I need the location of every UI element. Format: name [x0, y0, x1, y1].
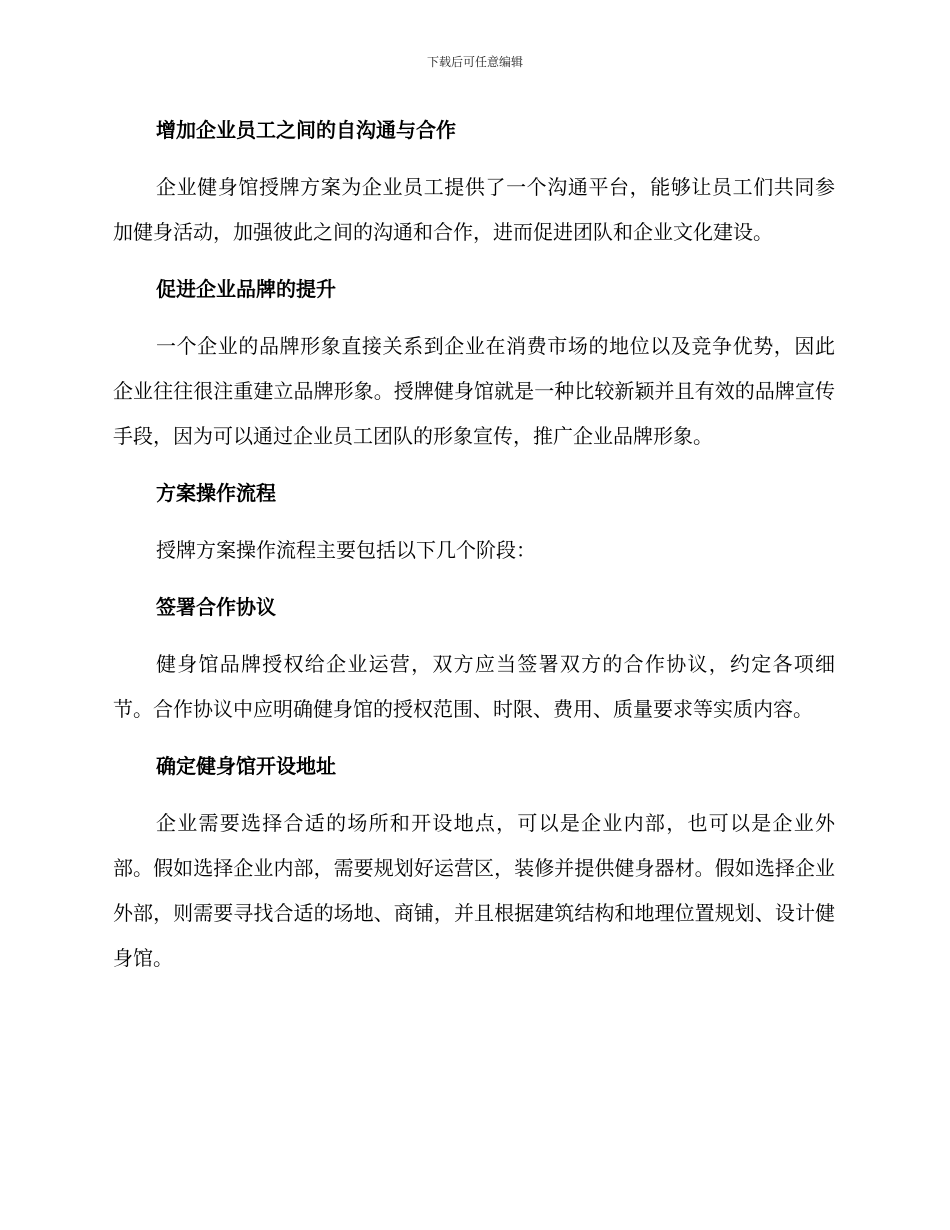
section-heading: 签署合作协议 [156, 595, 276, 619]
document-body [113, 108, 835, 993]
section-paragraph: 健身馆品牌授权给企业运营，双方应当签署双方的合作协议，约定各项细节。合作协议中应明确健身馆的授权范围、时限、费用、质量要求等实质内容。 [113, 652, 835, 721]
section-paragraph: 企业健身馆授牌方案为企业员工提供了一个沟通平台，能够让员工们共同参加健身活动，加强彼此之间的沟通和合作，进而促进团队和企业文化建设。 [113, 175, 835, 244]
section-heading: 方案操作流程 [156, 481, 276, 505]
section-heading: 增加企业员工之间的自沟通与合作 [156, 118, 456, 142]
section-heading: 促进企业品牌的提升 [156, 277, 336, 301]
section-paragraph: 授牌方案操作流程主要包括以下几个阶段： [156, 538, 536, 562]
page-header-note: 下载后可任意编辑 [426, 55, 523, 69]
section-heading: 确定健身馆开设地址 [156, 754, 336, 778]
section-paragraph: 一个企业的品牌形象直接关系到企业在消费市场的地位以及竞争优势，因此企业往往很注重建立品牌形象。授牌健身馆就是一种比较新颖并且有效的品牌宣传手段，因为可以通过企业员工团队的形象宣传，推广企业品牌形象。 [113, 334, 835, 448]
section-paragraph: 企业需要选择合适的场所和开设地点，可以是企业内部，也可以是企业外部。假如选择企业内部，需要规划好运营区，装修并提供健身器材。假如选择企业外部，则需要寻找合适的场地、商铺，并且根据建筑结构和地理位置规划、设计健身馆。 [113, 811, 835, 970]
